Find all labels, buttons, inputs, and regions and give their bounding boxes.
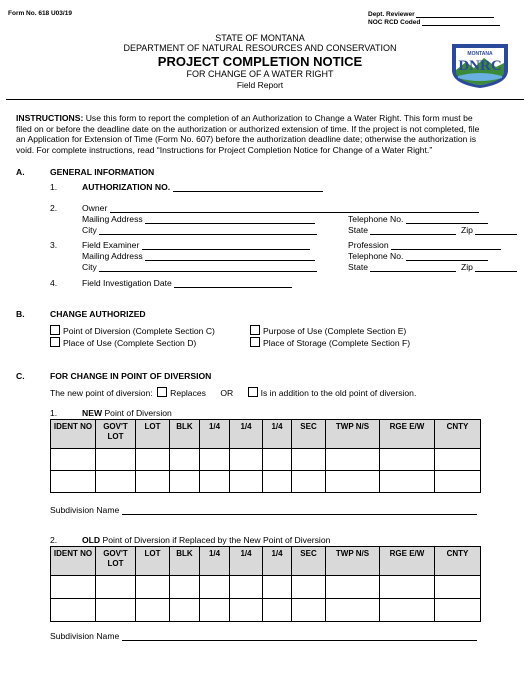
svg-text:DNRC: DNRC [458,58,502,74]
owner-mailing-address-field[interactable]: Mailing Address [82,214,315,224]
column-header: 1/4 [200,420,230,449]
column-header: IDENT NO [51,547,96,576]
checkbox-icon[interactable] [250,325,260,335]
column-header: GOV'T LOT [96,420,136,449]
old-point-heading: OLD Point of Diversion if Replaced by the New Point of Diversion [82,535,331,545]
instructions-label: INSTRUCTIONS: [16,113,84,123]
owner-city-field[interactable]: City [82,225,317,235]
replaces-checkbox[interactable] [157,387,167,397]
checkbox-icon[interactable] [50,325,60,335]
in-addition-checkbox[interactable] [248,387,258,397]
profession-field[interactable]: Profession [348,240,501,250]
table-header-row [51,547,481,576]
owner-state-field[interactable]: State [348,225,456,235]
dnrc-logo [448,40,512,90]
authorization-no-field[interactable]: AUTHORIZATION NO. [82,182,323,192]
column-header: 1/4 [200,547,230,576]
column-header: 1/4 [263,547,292,576]
new-point-heading: NEW Point of Diversion [82,408,172,418]
instructions-block: INSTRUCTIONS: Use this form to report the completion of an Authorization to Change a Water Right. This form must be filed on or before the deadline date on the authorization or authorized extension of time. If the project is not completed, file an Application for Extension of Time (Form No. 607) before the authorization deadline date; otherwise the authorization is void. For complete instructions, read “Instructions for Project Completion Notice for Change of a Water Right.” [16,113,480,155]
department-heading: DEPARTMENT OF NATURAL RESOURCES AND CONSERVATION [123,43,397,53]
state-heading: STATE OF MONTANA [215,33,305,43]
old-subdivision-name-field[interactable]: Subdivision Name [50,631,477,641]
field-examiner-field[interactable]: Field Examiner [82,240,310,250]
column-header: RGE E/W [380,420,435,449]
column-header: TWP N/S [326,547,380,576]
column-header: SEC [292,547,326,576]
report-type: Field Report [236,80,284,90]
owner-telephone-field[interactable]: Telephone No. [348,214,488,224]
header-divider [6,99,524,100]
page-title: PROJECT COMPLETION NOTICE [157,54,363,69]
column-header: CNTY [435,547,481,576]
column-header: GOV'T LOT [96,547,136,576]
checkbox-icon[interactable] [50,337,60,347]
place-of-storage-checkbox[interactable]: Place of Storage (Complete Section F) [250,337,410,348]
table-row[interactable] [51,599,481,622]
section-b-letter: B. [16,309,25,319]
dept-reviewer-field[interactable]: Dept. Reviewer [368,11,494,18]
owner-zip-field[interactable]: Zip [461,225,517,235]
owner-field[interactable]: Owner [82,203,479,213]
examiner-telephone-field[interactable]: Telephone No. [348,251,488,261]
section-a-letter: A. [16,167,25,177]
table-header-row [51,420,481,449]
checkbox-icon[interactable] [250,337,260,347]
examiner-mailing-address-field[interactable]: Mailing Address [82,251,315,261]
column-header: LOT [136,547,170,576]
purpose-of-use-checkbox[interactable]: Purpose of Use (Complete Section E) [250,325,406,336]
section-a-title: GENERAL INFORMATION [50,167,155,177]
table-row[interactable] [51,576,481,599]
table-row[interactable] [51,471,481,493]
column-header: SEC [292,420,326,449]
new-point-table [50,419,481,493]
column-header: 1/4 [230,420,263,449]
section-b-title: CHANGE AUTHORIZED [50,309,146,319]
table-row[interactable] [51,449,481,471]
new-point-choice: The new point of diversion: Replaces OR Is in addition to the old point of diversion. [50,388,417,398]
column-header: CNTY [435,420,481,449]
dnrc-logo-icon [448,40,512,90]
section-c-title: FOR CHANGE IN POINT OF DIVERSION [50,371,212,381]
column-header: IDENT NO [51,420,96,449]
column-header: 1/4 [230,547,263,576]
place-of-use-checkbox[interactable]: Place of Use (Complete Section D) [50,337,196,348]
examiner-state-field[interactable]: State [348,262,456,272]
column-header: BLK [170,420,200,449]
section-c-letter: C. [16,371,25,381]
form-number: Form No. 618 U03/19 [8,10,72,17]
noc-rcd-field[interactable]: NOC RCD Coded [368,19,500,26]
point-of-diversion-checkbox[interactable]: Point of Diversion (Complete Section C) [50,325,215,336]
column-header: TWP N/S [326,420,380,449]
column-header: LOT [136,420,170,449]
new-subdivision-name-field[interactable]: Subdivision Name [50,505,477,515]
old-point-table [50,546,481,622]
column-header: RGE E/W [380,547,435,576]
examiner-city-field[interactable]: City [82,262,317,272]
column-header: BLK [170,547,200,576]
field-investigation-date-field[interactable]: Field Investigation Date [82,278,292,288]
examiner-zip-field[interactable]: Zip [461,262,517,272]
column-header: 1/4 [263,420,292,449]
svg-text:MONTANA: MONTANA [467,51,493,57]
page-subtitle: FOR CHANGE OF A WATER RIGHT [186,69,334,79]
